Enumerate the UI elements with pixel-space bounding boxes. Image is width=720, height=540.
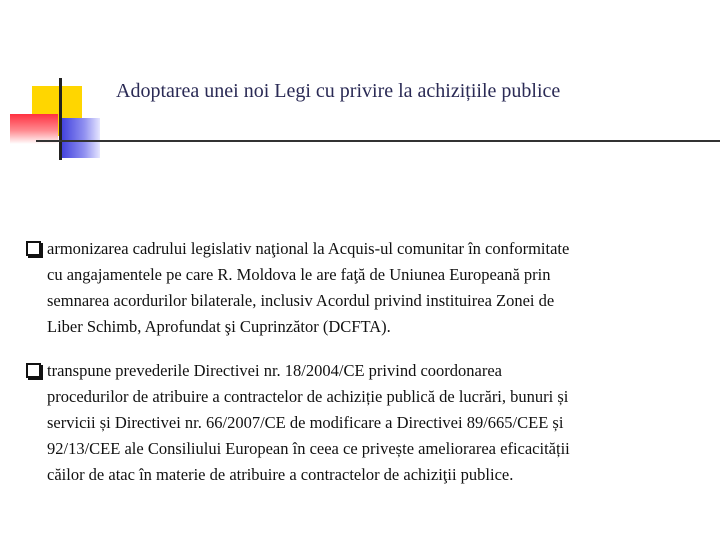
title-underline <box>36 140 720 142</box>
bullet-item-2 <box>26 358 686 488</box>
bullet-1-line-1: armonizarea cadrului legislativ naţional la Acquis-ul comunitar în conformitate <box>47 239 570 258</box>
slide-title: Adoptarea unei noi Legi cu privire la achizițiile publice <box>116 80 561 102</box>
bullet-2-line-2: procedurilor de atribuire a contractelor de achiziție publică de lucrări, bunuri și <box>47 387 569 406</box>
bullet-1-line-4: Liber Schimb, Aprofundat şi Cuprinzător (DCFTA). <box>47 317 391 336</box>
bullet-item-1 <box>26 236 686 340</box>
bullet-2-line-1: transpune prevederile Directivei nr. 18/2004/CE privind coordonarea <box>47 361 502 380</box>
bullet-1-line-3: semnarea acordurilor bilaterale, inclusiv Acordul privind instituirea Zonei de <box>47 291 555 310</box>
bullet-2-line-5: căilor de atac în materie de atribuire a contractelor de achiziţii publice. <box>47 465 514 484</box>
bullet-2-line-3: servicii și Directivei nr. 66/2007/CE de modificare a Directivei 89/665/CEE și <box>47 413 564 432</box>
checkbox-bullet-icon <box>26 241 41 256</box>
decor-vertical-line <box>59 78 62 160</box>
bullet-1-line-2: cu angajamentele pe care R. Moldova le are faţă de Uniunea Europeană prin <box>47 265 551 284</box>
checkbox-bullet-icon <box>26 363 41 378</box>
bullet-2-line-4: 92/13/CEE ale Consiliului European în ceea ce privește ameliorarea eficacității <box>47 439 570 458</box>
decor-blue-square <box>60 118 100 158</box>
